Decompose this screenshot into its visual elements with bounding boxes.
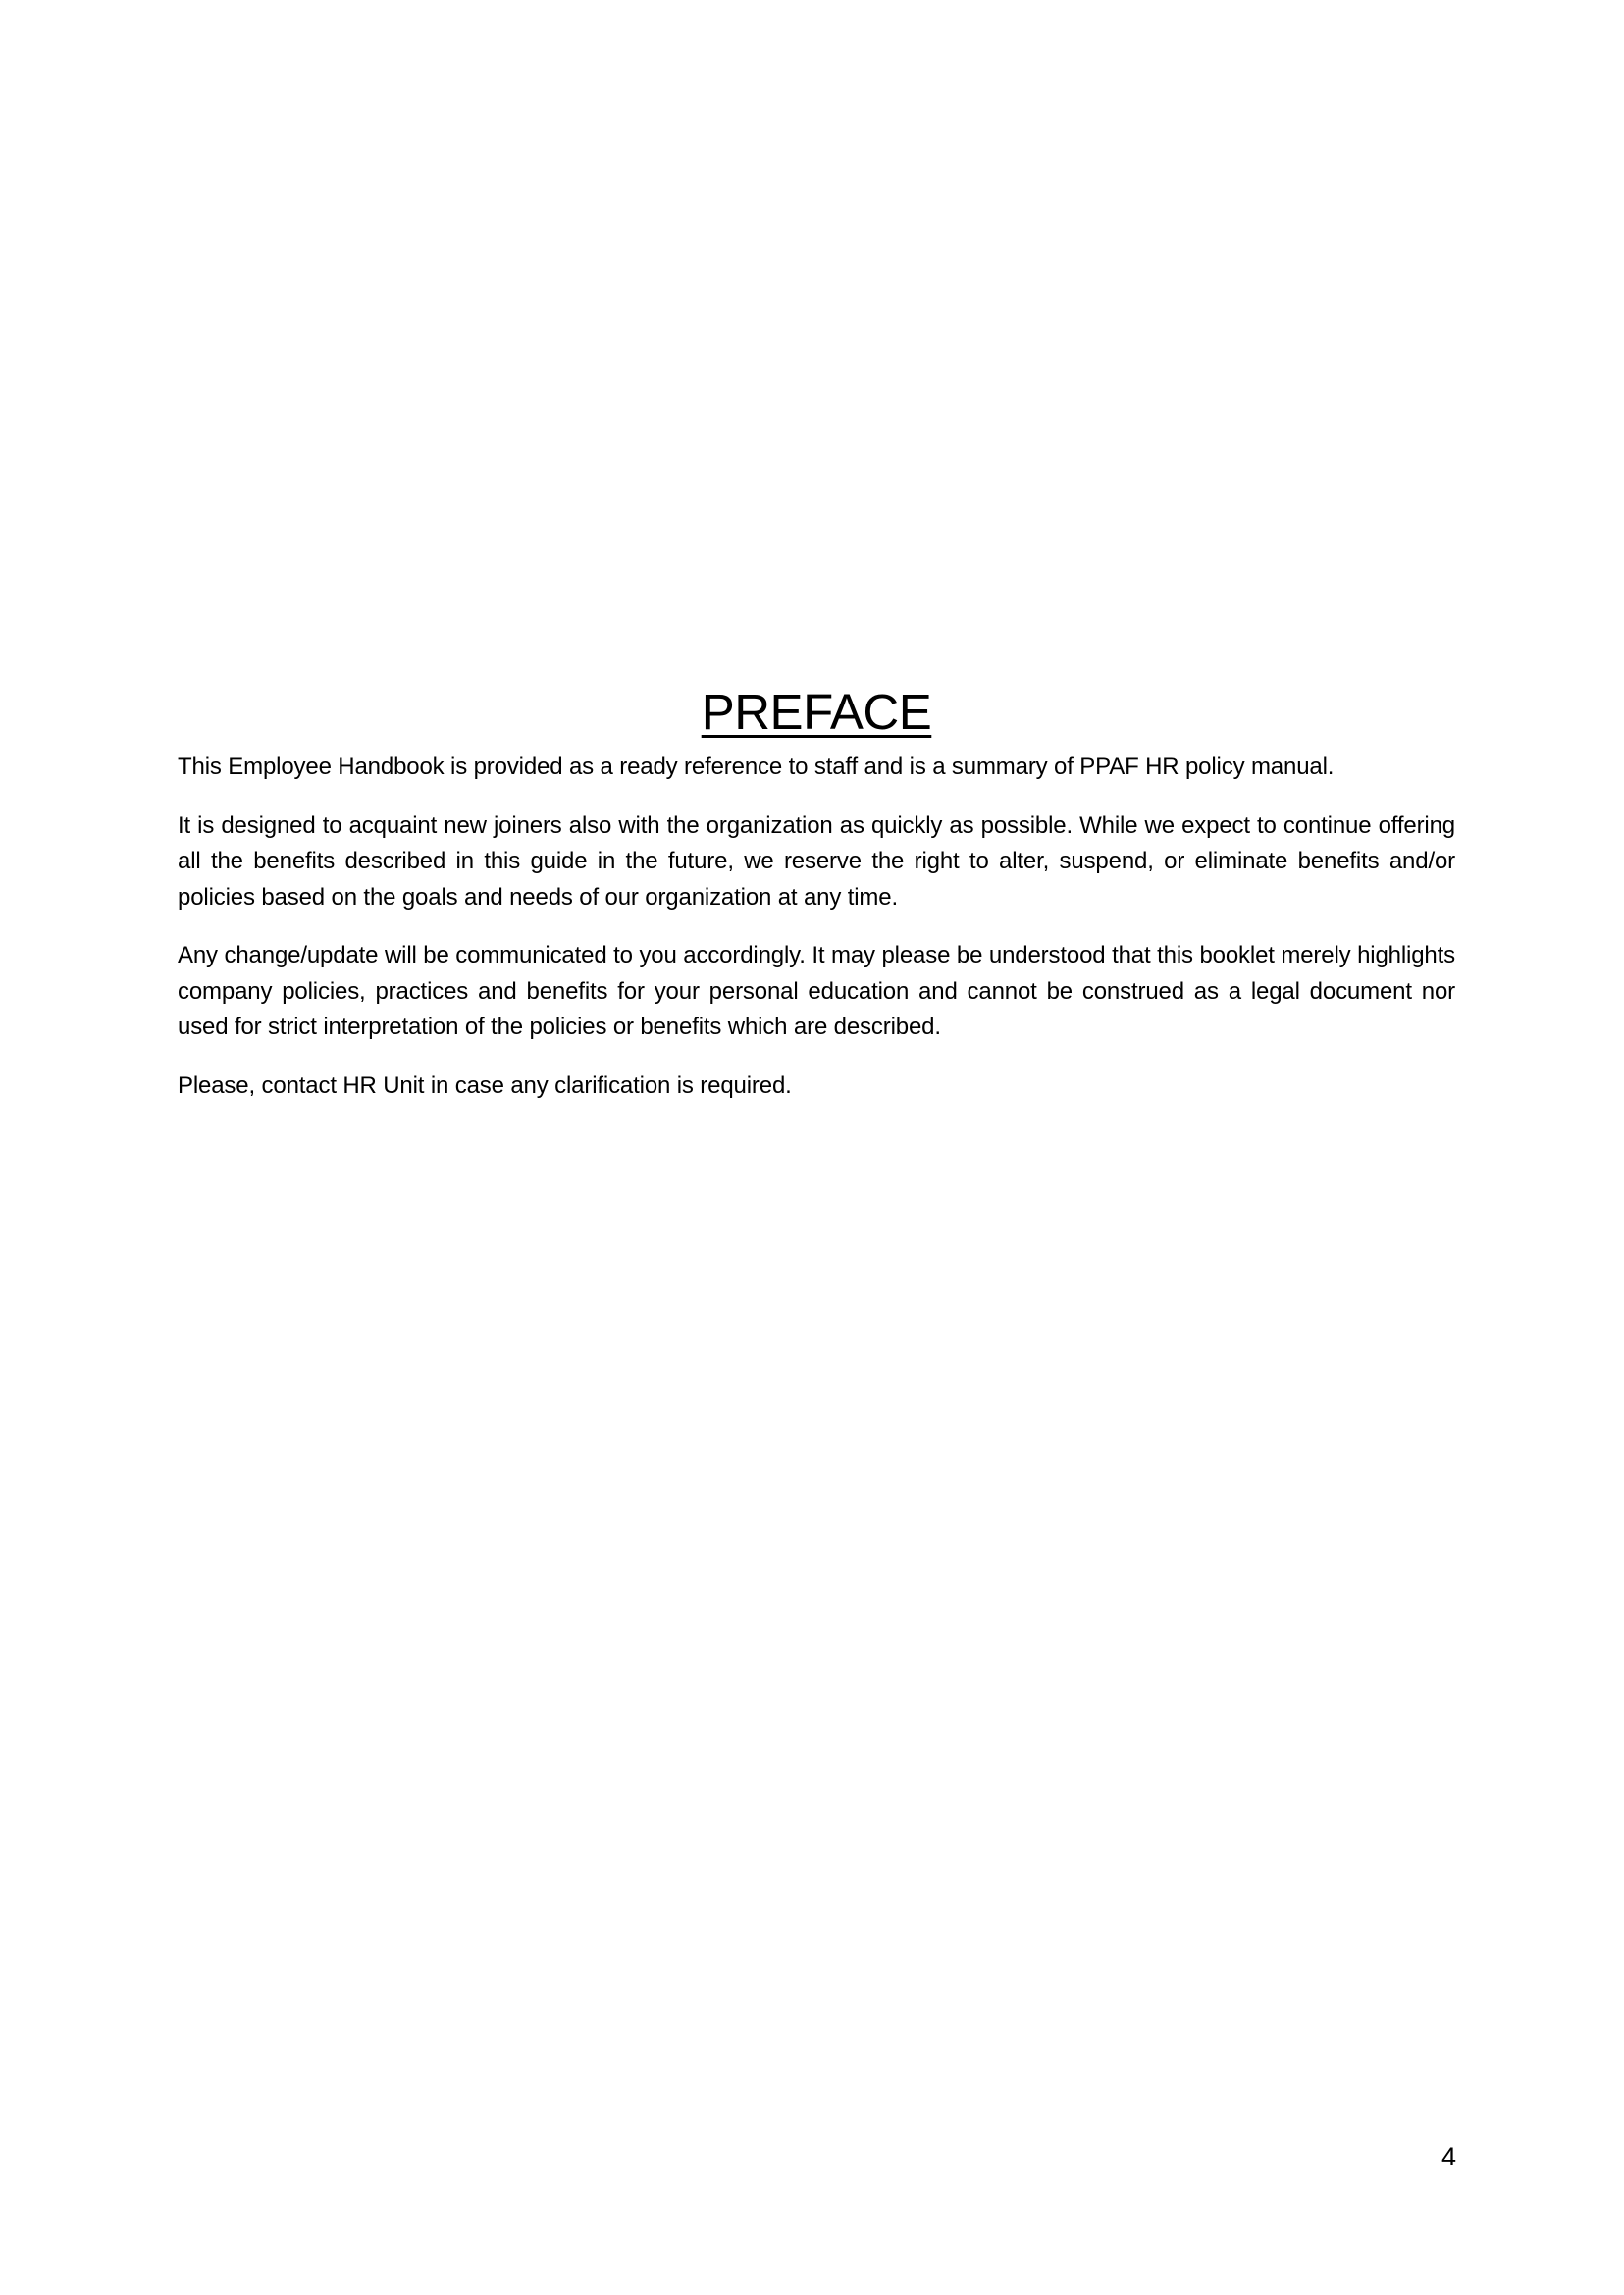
page-content xyxy=(178,683,1455,1126)
paragraph-contact: Please, contact HR Unit in case any clarification is required. xyxy=(178,1071,792,1099)
page-title: PREFACE xyxy=(701,684,932,740)
paragraph-intro: This Employee Handbook is provided as a ready reference to staff and is a summary of PPAF HR policy manual. xyxy=(178,754,1335,780)
paragraph-changes: Any change/update will be communicated to you accordingly. It may please be understood that this booklet merely highlights company policies, practices and benefits for your personal education and cannot be construed as a legal document nor used for strict interpretation of the policies or benefits which are described. xyxy=(178,942,1455,1040)
page-number: 4 xyxy=(1441,2142,1456,2171)
paragraph-purpose: It is designed to acquaint new joiners also with the organization as quickly as possible. While we expect to continue offering all the benefits described in this guide in the future, we reserve the right to alter, suspend, or eliminate benefits and/or policies based on the goals and needs of our organization at any time. xyxy=(178,811,1455,911)
